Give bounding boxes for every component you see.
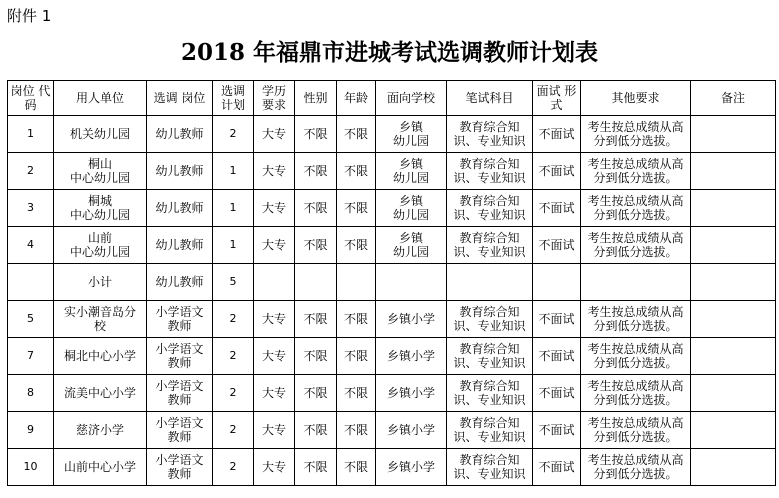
cell-post: 小学语文 教师 [147,375,213,412]
header-other: 其他要求 [581,81,691,116]
cell-interview: 不面试 [533,375,581,412]
cell-gender: 不限 [295,116,337,153]
cell-unit: 桐山 中心幼儿园 [54,153,147,190]
header-post: 选调 岗位 [147,81,213,116]
header-subject: 笔试科目 [447,81,533,116]
cell-target: 乡镇 幼儿园 [376,227,447,264]
cell-subject: 教育综合知 识、专业知识 [447,227,533,264]
cell-note [691,301,776,338]
header-plan: 选调 计划 [213,81,254,116]
cell-code: 5 [8,301,54,338]
cell-interview [533,264,581,301]
cell-note [691,190,776,227]
table-row [8,264,776,301]
cell-plan: 1 [213,190,254,227]
cell-post: 小学语文 教师 [147,412,213,449]
cell-note [691,116,776,153]
cell-post: 小学语文 教师 [147,449,213,486]
annex-label: 附件 1 [7,7,52,25]
cell-age: 不限 [337,412,376,449]
table-row [8,449,776,486]
cell-target: 乡镇 幼儿园 [376,116,447,153]
cell-note [691,153,776,190]
cell-gender: 不限 [295,301,337,338]
cell-age: 不限 [337,227,376,264]
cell-edu: 大专 [254,116,295,153]
cell-code: 1 [8,116,54,153]
cell-target: 乡镇小学 [376,338,447,375]
table-row [8,301,776,338]
cell-code: 4 [8,227,54,264]
page-title: 2018 年福鼎市进城考试选调教师计划表 [180,39,599,66]
cell-gender: 不限 [295,190,337,227]
cell-target [376,264,447,301]
table-row [8,116,776,153]
cell-code: 3 [8,190,54,227]
teacher-plan-table [7,80,776,486]
cell-interview: 不面试 [533,338,581,375]
cell-interview: 不面试 [533,116,581,153]
cell-note [691,338,776,375]
cell-note [691,412,776,449]
cell-plan: 2 [213,449,254,486]
cell-code: 8 [8,375,54,412]
cell-subject: 教育综合知 识、专业知识 [447,449,533,486]
header-target: 面向学校 [376,81,447,116]
table-row [8,190,776,227]
cell-post: 幼儿教师 [147,116,213,153]
cell-age: 不限 [337,449,376,486]
cell-target: 乡镇 幼儿园 [376,153,447,190]
cell-unit: 小计 [54,264,147,301]
cell-subject: 教育综合知 识、专业知识 [447,301,533,338]
cell-plan: 2 [213,116,254,153]
cell-edu: 大专 [254,190,295,227]
cell-subject: 教育综合知 识、专业知识 [447,375,533,412]
cell-unit: 桐北中心小学 [54,338,147,375]
cell-gender: 不限 [295,375,337,412]
cell-subject: 教育综合知 识、专业知识 [447,190,533,227]
cell-note [691,227,776,264]
cell-post: 小学语文 教师 [147,301,213,338]
cell-unit: 慈济小学 [54,412,147,449]
cell-age [337,264,376,301]
cell-age: 不限 [337,116,376,153]
cell-subject: 教育综合知 识、专业知识 [447,412,533,449]
cell-interview: 不面试 [533,301,581,338]
cell-other: 考生按总成绩从高 分到低分选拔。 [581,375,691,412]
cell-interview: 不面试 [533,227,581,264]
cell-edu: 大专 [254,301,295,338]
cell-gender: 不限 [295,412,337,449]
cell-target: 乡镇小学 [376,375,447,412]
cell-interview: 不面试 [533,412,581,449]
cell-note [691,375,776,412]
cell-other: 考生按总成绩从高 分到低分选拔。 [581,449,691,486]
cell-edu: 大专 [254,375,295,412]
cell-code: 7 [8,338,54,375]
cell-edu: 大专 [254,153,295,190]
cell-target: 乡镇 幼儿园 [376,190,447,227]
cell-unit: 桐城 中心幼儿园 [54,190,147,227]
cell-post: 幼儿教师 [147,227,213,264]
cell-gender: 不限 [295,449,337,486]
cell-code: 10 [8,449,54,486]
cell-target: 乡镇小学 [376,449,447,486]
cell-other: 考生按总成绩从高 分到低分选拔。 [581,301,691,338]
cell-plan: 2 [213,338,254,375]
cell-code: 9 [8,412,54,449]
cell-gender: 不限 [295,227,337,264]
table-header-row [8,81,776,116]
cell-edu [254,264,295,301]
cell-code: 2 [8,153,54,190]
cell-gender: 不限 [295,338,337,375]
cell-other: 考生按总成绩从高 分到低分选拔。 [581,227,691,264]
cell-unit: 山前中心小学 [54,449,147,486]
cell-plan: 2 [213,412,254,449]
cell-interview: 不面试 [533,190,581,227]
cell-other: 考生按总成绩从高 分到低分选拔。 [581,153,691,190]
table-row [8,375,776,412]
cell-code [8,264,54,301]
header-code: 岗位 代码 [8,81,54,116]
cell-other: 考生按总成绩从高 分到低分选拔。 [581,338,691,375]
cell-target: 乡镇小学 [376,301,447,338]
cell-interview: 不面试 [533,153,581,190]
cell-subject: 教育综合知 识、专业知识 [447,338,533,375]
header-edu: 学历 要求 [254,81,295,116]
cell-other: 考生按总成绩从高 分到低分选拔。 [581,190,691,227]
header-age: 年龄 [337,81,376,116]
cell-post: 幼儿教师 [147,264,213,301]
cell-target: 乡镇小学 [376,412,447,449]
cell-post: 小学语文 教师 [147,338,213,375]
cell-note [691,449,776,486]
cell-unit: 流美中心小学 [54,375,147,412]
cell-plan: 2 [213,301,254,338]
header-gender: 性别 [295,81,337,116]
cell-unit: 实小潮音岛分 校 [54,301,147,338]
cell-plan: 5 [213,264,254,301]
cell-gender: 不限 [295,153,337,190]
cell-age: 不限 [337,338,376,375]
cell-gender [295,264,337,301]
cell-edu: 大专 [254,449,295,486]
header-unit: 用人单位 [54,81,147,116]
cell-subject: 教育综合知 识、专业知识 [447,153,533,190]
cell-subject [447,264,533,301]
table-row [8,412,776,449]
cell-other: 考生按总成绩从高 分到低分选拔。 [581,412,691,449]
cell-post: 幼儿教师 [147,153,213,190]
header-interview: 面试 形式 [533,81,581,116]
cell-plan: 1 [213,153,254,190]
cell-note [691,264,776,301]
cell-plan: 2 [213,375,254,412]
header-note: 备注 [691,81,776,116]
cell-post: 幼儿教师 [147,190,213,227]
cell-unit: 山前 中心幼儿园 [54,227,147,264]
cell-plan: 1 [213,227,254,264]
cell-age: 不限 [337,375,376,412]
cell-age: 不限 [337,153,376,190]
table-row [8,153,776,190]
cell-edu: 大专 [254,338,295,375]
cell-subject: 教育综合知 识、专业知识 [447,116,533,153]
cell-interview: 不面试 [533,449,581,486]
cell-edu: 大专 [254,227,295,264]
cell-other: 考生按总成绩从高 分到低分选拔。 [581,116,691,153]
cell-age: 不限 [337,190,376,227]
table-row [8,338,776,375]
cell-edu: 大专 [254,412,295,449]
cell-other [581,264,691,301]
cell-age: 不限 [337,301,376,338]
table-row [8,227,776,264]
cell-unit: 机关幼儿园 [54,116,147,153]
